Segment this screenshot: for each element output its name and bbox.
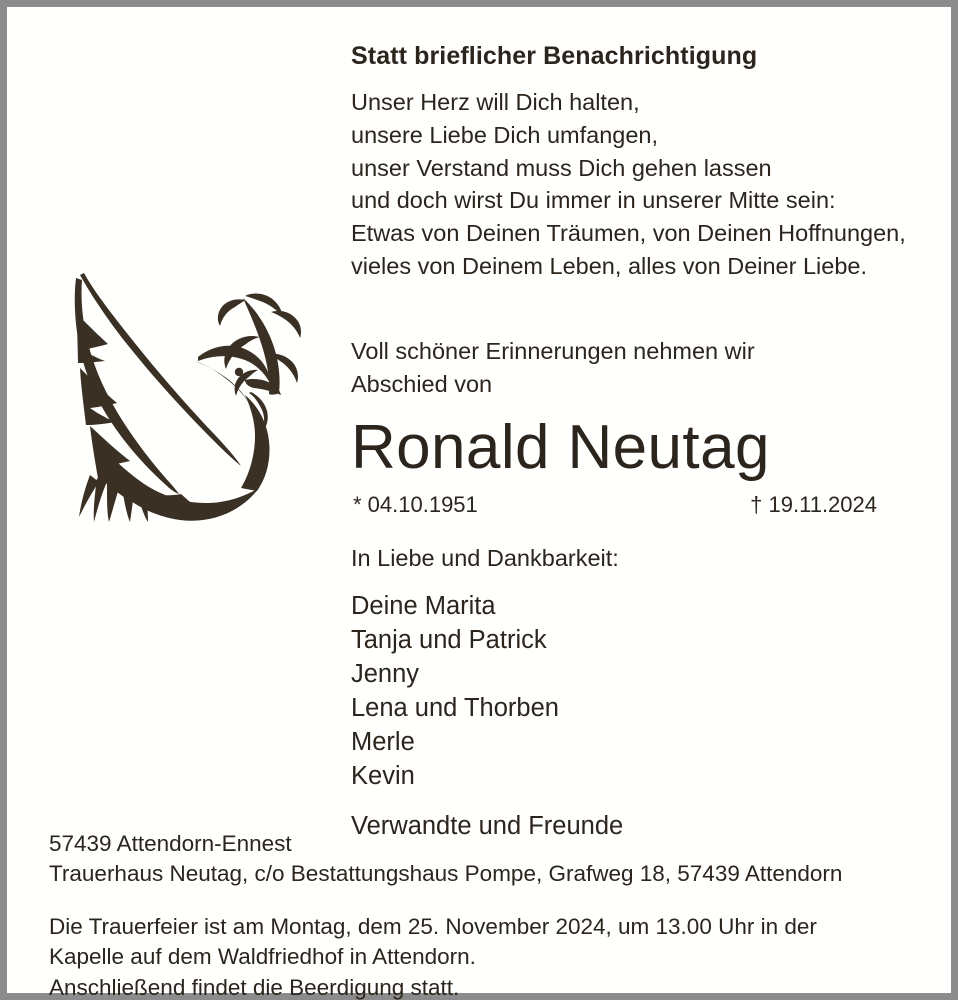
poem-line: unser Verstand muss Dich gehen lassen (351, 154, 772, 181)
survivor-item: Lena und Thorben (351, 693, 559, 722)
farewell-line: Abschied von (351, 370, 493, 397)
survivor-item: Kevin (351, 761, 415, 790)
survivor-item: Merle (351, 727, 415, 756)
survivors-list (351, 590, 921, 844)
survivor-item: Deine Marita (351, 592, 496, 621)
obituary-text-column (351, 41, 921, 844)
poem-line: Unser Herz will Dich halten, (351, 89, 640, 116)
dove-with-olive-branch-icon (45, 262, 301, 522)
notice-footer (49, 829, 929, 1003)
notice-heading: Statt brieflicher Benachrichtigung (351, 42, 758, 70)
address-line: 57439 Attendorn-Ennest (49, 831, 292, 856)
service-line: Kapelle auf dem Waldfriedhof in Attendorn. (49, 944, 476, 970)
death-date: † 19.11.2024 (750, 492, 877, 518)
address-line: Trauerhaus Neutag, c/o Bestattungshaus Pompe, Grafweg 18, 57439 Attendorn (49, 861, 843, 887)
survivor-item: Jenny (351, 659, 420, 688)
birth-date: * 04.10.1951 (353, 492, 478, 518)
life-dates (353, 492, 877, 518)
deceased-name: Ronald Neutag (351, 413, 770, 483)
obituary-page (7, 7, 951, 1000)
service-line: Die Trauerfeier ist am Montag, dem 25. November 2024, um 13.00 Uhr in der (49, 913, 817, 939)
address-block (49, 829, 929, 890)
survivor-item: Verwandte und Freunde (351, 812, 624, 841)
survivor-item: Tanja und Patrick (351, 625, 547, 654)
memorial-poem (351, 86, 921, 282)
poem-line: und doch wirst Du immer in unserer Mitte sein: (351, 187, 836, 214)
poem-line: unsere Liebe Dich umfangen, (351, 121, 659, 148)
farewell-line: Voll schöner Erinnerungen nehmen wir (351, 338, 755, 365)
poem-line: Etwas von Deinen Träumen, von Deinen Hoffnungen, (351, 219, 906, 246)
service-line: Anschließend findet die Beerdigung statt. (49, 974, 460, 1000)
thanks-line: In Liebe und Dankbarkeit: (351, 545, 619, 572)
farewell-text (351, 335, 921, 400)
poem-line: vieles von Deinem Leben, alles von Deiner Liebe. (351, 252, 868, 279)
service-info-block (49, 912, 929, 1003)
